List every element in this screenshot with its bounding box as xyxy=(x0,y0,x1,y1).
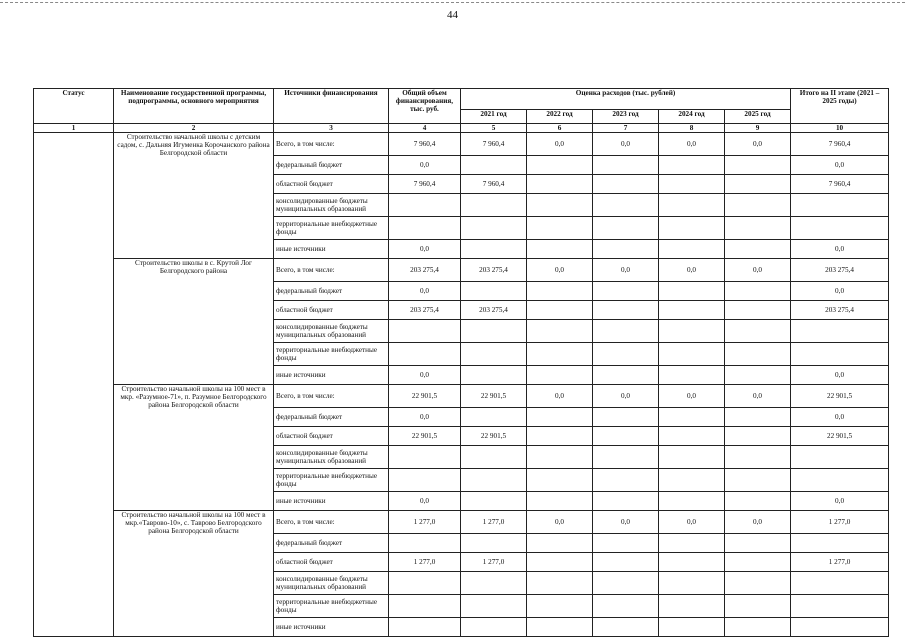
value-cell xyxy=(527,240,593,259)
value-cell xyxy=(593,618,659,637)
header-year: 2021 год xyxy=(461,110,527,124)
value-cell xyxy=(791,534,889,553)
value-cell xyxy=(461,572,527,595)
value-cell: 0,0 xyxy=(791,366,889,385)
value-cell: 7 960,4 xyxy=(791,133,889,156)
value-cell xyxy=(659,366,725,385)
value-cell xyxy=(461,217,527,240)
value-cell: 0,0 xyxy=(527,259,593,282)
value-cell xyxy=(389,194,461,217)
source-cell: областной бюджет xyxy=(274,553,389,572)
value-cell: 0,0 xyxy=(593,133,659,156)
source-cell: федеральный бюджет xyxy=(274,534,389,553)
value-cell xyxy=(725,618,791,637)
value-cell: 0,0 xyxy=(389,282,461,301)
value-cell xyxy=(527,194,593,217)
source-cell: Всего, в том числе: xyxy=(274,385,389,408)
value-cell xyxy=(725,301,791,320)
column-index: 9 xyxy=(725,124,791,133)
value-cell: 1 277,0 xyxy=(791,511,889,534)
value-cell xyxy=(527,534,593,553)
status-cell xyxy=(34,133,114,637)
source-cell: областной бюджет xyxy=(274,175,389,194)
value-cell xyxy=(593,217,659,240)
value-cell xyxy=(527,408,593,427)
value-cell xyxy=(725,282,791,301)
value-cell: 0,0 xyxy=(659,133,725,156)
value-cell xyxy=(659,618,725,637)
value-cell: 203 275,4 xyxy=(461,259,527,282)
value-cell xyxy=(593,492,659,511)
value-cell xyxy=(725,446,791,469)
value-cell: 7 960,4 xyxy=(389,175,461,194)
value-cell: 0,0 xyxy=(593,511,659,534)
value-cell xyxy=(791,572,889,595)
page-number: 44 xyxy=(447,9,458,21)
value-cell: 0,0 xyxy=(389,156,461,175)
value-cell xyxy=(593,595,659,618)
value-cell xyxy=(389,618,461,637)
value-cell: 0,0 xyxy=(527,385,593,408)
value-cell xyxy=(659,156,725,175)
source-cell: консолидированные бюджеты муниципальных образований xyxy=(274,320,389,343)
table-row xyxy=(34,385,889,408)
column-index: 8 xyxy=(659,124,725,133)
value-cell xyxy=(791,469,889,492)
event-name-cell: Строительство начальной школы на 100 мест в мкр.«Таврово-10», с. Таврово Белгородского района Белгородской области xyxy=(114,511,274,637)
value-cell xyxy=(461,618,527,637)
value-cell xyxy=(593,553,659,572)
value-cell xyxy=(725,572,791,595)
value-cell xyxy=(791,217,889,240)
value-cell: 203 275,4 xyxy=(389,301,461,320)
source-cell: консолидированные бюджеты муниципальных образований xyxy=(274,194,389,217)
header-source: Источники финансирования xyxy=(274,89,389,124)
source-cell: консолидированные бюджеты муниципальных образований xyxy=(274,572,389,595)
value-cell: 0,0 xyxy=(791,282,889,301)
value-cell xyxy=(461,595,527,618)
value-cell xyxy=(593,446,659,469)
value-cell xyxy=(659,427,725,446)
value-cell xyxy=(593,194,659,217)
value-cell xyxy=(389,320,461,343)
value-cell: 1 277,0 xyxy=(389,511,461,534)
value-cell xyxy=(725,156,791,175)
value-cell: 22 901,5 xyxy=(389,427,461,446)
value-cell xyxy=(659,534,725,553)
value-cell: 0,0 xyxy=(389,240,461,259)
value-cell xyxy=(527,446,593,469)
value-cell xyxy=(659,217,725,240)
value-cell xyxy=(461,156,527,175)
header-year: 2022 год xyxy=(527,110,593,124)
value-cell xyxy=(791,194,889,217)
value-cell: 0,0 xyxy=(725,133,791,156)
value-cell xyxy=(725,408,791,427)
value-cell xyxy=(659,553,725,572)
source-cell: иные источники xyxy=(274,366,389,385)
value-cell xyxy=(659,240,725,259)
value-cell: 22 901,5 xyxy=(791,385,889,408)
source-cell: иные источники xyxy=(274,618,389,637)
value-cell xyxy=(725,469,791,492)
value-cell xyxy=(725,595,791,618)
value-cell: 203 275,4 xyxy=(791,259,889,282)
value-cell: 0,0 xyxy=(791,492,889,511)
value-cell: 203 275,4 xyxy=(461,301,527,320)
value-cell xyxy=(725,320,791,343)
value-cell xyxy=(725,175,791,194)
value-cell xyxy=(527,469,593,492)
value-cell: 7 960,4 xyxy=(389,133,461,156)
value-cell: 22 901,5 xyxy=(389,385,461,408)
value-cell: 203 275,4 xyxy=(791,301,889,320)
source-cell: Всего, в том числе: xyxy=(274,133,389,156)
source-cell: федеральный бюджет xyxy=(274,408,389,427)
event-name-cell: Строительство школы в с. Крутой Лог Белгородского района xyxy=(114,259,274,385)
value-cell xyxy=(725,217,791,240)
source-cell: иные источники xyxy=(274,240,389,259)
value-cell: 0,0 xyxy=(389,492,461,511)
column-index: 3 xyxy=(274,124,389,133)
value-cell xyxy=(389,343,461,366)
value-cell xyxy=(725,194,791,217)
value-cell xyxy=(461,194,527,217)
value-cell xyxy=(725,427,791,446)
value-cell xyxy=(527,492,593,511)
header-year: 2025 год xyxy=(725,110,791,124)
value-cell xyxy=(461,446,527,469)
value-cell: 0,0 xyxy=(791,156,889,175)
value-cell xyxy=(791,618,889,637)
value-cell xyxy=(389,534,461,553)
value-cell xyxy=(461,366,527,385)
value-cell xyxy=(725,534,791,553)
value-cell xyxy=(527,366,593,385)
value-cell: 7 960,4 xyxy=(791,175,889,194)
column-index: 2 xyxy=(114,124,274,133)
value-cell xyxy=(461,343,527,366)
value-cell: 0,0 xyxy=(659,385,725,408)
source-cell: областной бюджет xyxy=(274,427,389,446)
value-cell xyxy=(461,282,527,301)
source-cell: федеральный бюджет xyxy=(274,156,389,175)
value-cell xyxy=(725,366,791,385)
value-cell: 22 901,5 xyxy=(461,427,527,446)
value-cell xyxy=(791,320,889,343)
value-cell: 0,0 xyxy=(389,366,461,385)
value-cell xyxy=(593,572,659,595)
value-cell xyxy=(461,534,527,553)
value-cell xyxy=(461,492,527,511)
column-index: 1 xyxy=(34,124,114,133)
value-cell xyxy=(527,553,593,572)
budget-table xyxy=(33,88,889,637)
value-cell: 0,0 xyxy=(527,133,593,156)
event-name-cell: Строительство начальной школы на 100 мест в мкр. «Разумное-71», п. Разумное Белгородского района Белгородской области xyxy=(114,385,274,511)
value-cell: 1 277,0 xyxy=(791,553,889,572)
value-cell: 1 277,0 xyxy=(461,511,527,534)
value-cell: 1 277,0 xyxy=(461,553,527,572)
value-cell xyxy=(725,492,791,511)
value-cell xyxy=(461,240,527,259)
value-cell: 0,0 xyxy=(593,385,659,408)
value-cell xyxy=(593,282,659,301)
column-index: 10 xyxy=(791,124,889,133)
value-cell xyxy=(659,492,725,511)
value-cell xyxy=(659,595,725,618)
value-cell: 0,0 xyxy=(659,511,725,534)
value-cell xyxy=(527,343,593,366)
value-cell xyxy=(527,595,593,618)
value-cell xyxy=(725,553,791,572)
value-cell xyxy=(659,469,725,492)
header-total: Общий объем финансирования, тыс. руб. xyxy=(389,89,461,124)
value-cell: 0,0 xyxy=(725,511,791,534)
source-cell: Всего, в том числе: xyxy=(274,511,389,534)
column-index: 4 xyxy=(389,124,461,133)
source-cell: иные источники xyxy=(274,492,389,511)
value-cell xyxy=(527,618,593,637)
value-cell xyxy=(659,282,725,301)
source-cell: консолидированные бюджеты муниципальных образований xyxy=(274,446,389,469)
value-cell xyxy=(659,194,725,217)
header-stage-total: Итого на II этапе (2021 – 2025 годы) xyxy=(791,89,889,124)
value-cell xyxy=(461,408,527,427)
source-cell: областной бюджет xyxy=(274,301,389,320)
value-cell xyxy=(725,240,791,259)
value-cell xyxy=(593,366,659,385)
value-cell xyxy=(593,534,659,553)
value-cell xyxy=(725,343,791,366)
value-cell xyxy=(527,282,593,301)
value-cell xyxy=(791,446,889,469)
value-cell: 203 275,4 xyxy=(389,259,461,282)
source-cell: территориальные внебюджетные фонды xyxy=(274,469,389,492)
value-cell xyxy=(593,240,659,259)
value-cell xyxy=(389,469,461,492)
value-cell xyxy=(527,427,593,446)
value-cell xyxy=(389,572,461,595)
value-cell: 0,0 xyxy=(725,259,791,282)
value-cell: 7 960,4 xyxy=(461,133,527,156)
table-row xyxy=(34,511,889,534)
value-cell xyxy=(593,469,659,492)
value-cell xyxy=(461,320,527,343)
value-cell xyxy=(461,469,527,492)
value-cell xyxy=(527,320,593,343)
value-cell xyxy=(389,217,461,240)
header-year: 2023 год xyxy=(593,110,659,124)
source-cell: территориальные внебюджетные фонды xyxy=(274,343,389,366)
value-cell: 0,0 xyxy=(659,259,725,282)
value-cell xyxy=(791,343,889,366)
table-row xyxy=(34,133,889,156)
value-cell xyxy=(527,301,593,320)
value-cell xyxy=(527,217,593,240)
value-cell xyxy=(659,343,725,366)
value-cell xyxy=(593,427,659,446)
value-cell xyxy=(389,446,461,469)
value-cell xyxy=(527,175,593,194)
value-cell xyxy=(659,446,725,469)
value-cell: 0,0 xyxy=(527,511,593,534)
header-status: Статус xyxy=(34,89,114,124)
scan-top-edge xyxy=(0,2,905,3)
column-index: 7 xyxy=(593,124,659,133)
value-cell xyxy=(659,175,725,194)
value-cell xyxy=(659,301,725,320)
value-cell xyxy=(593,343,659,366)
value-cell xyxy=(527,156,593,175)
column-index: 6 xyxy=(527,124,593,133)
value-cell xyxy=(389,595,461,618)
value-cell xyxy=(791,595,889,618)
value-cell xyxy=(593,320,659,343)
value-cell: 0,0 xyxy=(791,240,889,259)
value-cell: 0,0 xyxy=(791,408,889,427)
table-row xyxy=(34,259,889,282)
source-cell: территориальные внебюджетные фонды xyxy=(274,595,389,618)
value-cell xyxy=(527,572,593,595)
event-name-cell: Строительство начальной школы с детским садом, с. Дальняя Игуменка Корочанского района Белгородской области xyxy=(114,133,274,259)
value-cell: 1 277,0 xyxy=(389,553,461,572)
value-cell: 22 901,5 xyxy=(791,427,889,446)
header-year: 2024 год xyxy=(659,110,725,124)
value-cell: 22 901,5 xyxy=(461,385,527,408)
value-cell xyxy=(659,572,725,595)
value-cell: 0,0 xyxy=(725,385,791,408)
value-cell xyxy=(593,301,659,320)
column-index: 5 xyxy=(461,124,527,133)
header-estimate: Оценка расходов (тыс. рублей) xyxy=(461,89,791,110)
value-cell xyxy=(593,408,659,427)
source-cell: федеральный бюджет xyxy=(274,282,389,301)
value-cell: 0,0 xyxy=(389,408,461,427)
value-cell xyxy=(593,175,659,194)
value-cell xyxy=(659,408,725,427)
value-cell xyxy=(659,320,725,343)
table-body xyxy=(34,133,889,637)
source-cell: Всего, в том числе: xyxy=(274,259,389,282)
source-cell: территориальные внебюджетные фонды xyxy=(274,217,389,240)
header-name: Наименование государственной программы, подпрограммы, основного мероприятия xyxy=(114,89,274,124)
value-cell: 0,0 xyxy=(593,259,659,282)
value-cell xyxy=(593,156,659,175)
value-cell: 7 960,4 xyxy=(461,175,527,194)
